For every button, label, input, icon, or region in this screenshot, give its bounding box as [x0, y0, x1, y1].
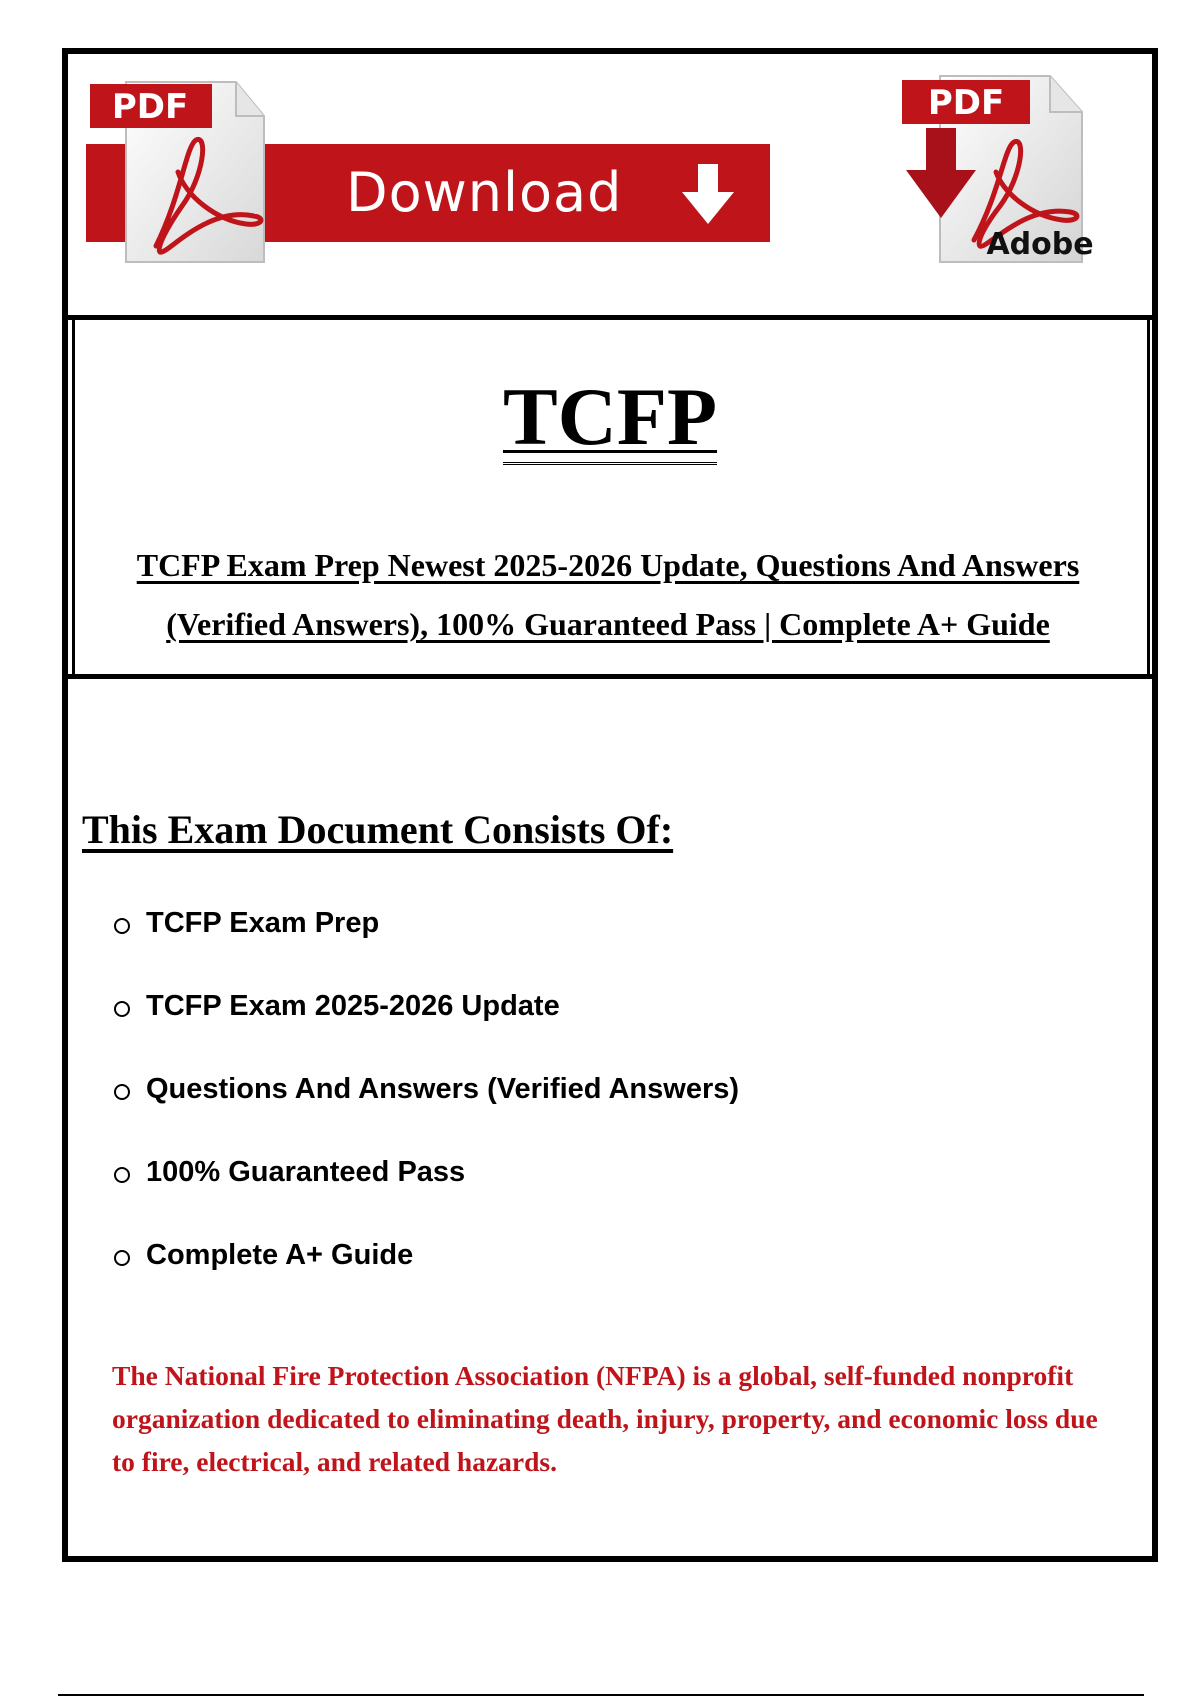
download-label: Download	[346, 161, 623, 224]
footer-divider	[58, 1694, 1144, 1696]
page-subtitle: TCFP Exam Prep Newest 2025-2026 Update, Questions And Answers (Verified Answers), 100% Guaranteed Pass | Complete A+ Guide	[136, 547, 1080, 642]
adobe-pdf-icon	[900, 72, 1100, 272]
pdf-badge-left: PDF	[111, 87, 189, 127]
nfpa-description: The National Fire Protection Association (NFPA) is a global, self-funded nonprofit organization dedicated to eliminating death, injury, property, and economic loss due to fire, electrical, and related hazards.	[112, 1360, 1098, 1477]
contents-heading: This Exam Document Consists Of:	[82, 807, 674, 852]
circle-bullet-icon	[114, 1084, 130, 1100]
pdf-badge-right: PDF	[927, 83, 1005, 123]
circle-bullet-icon	[114, 1001, 130, 1017]
download-arrow-icon	[678, 162, 738, 226]
title-box-divider	[68, 674, 1152, 679]
document-frame: Download PDF PDF Adobe TCFP TCFP Exam Prep Newest 2025-2026 Update, Questions And Answers (Verified Answers), 100% Guaranteed Pass | Complete A+ Guide This Exam Document Consists Of: TCFP Exam Prep TCFP Exam 2025-2026 Update Questions And Answers (Verified Answers) 100% Guaranteed Pass Complete A+ Guide The National Fire Protection Association (NFPA) is a global, self-funded nonprofit organization dedicated to eliminating death, injury, property, and economic loss due to fire, electrical, and related hazards.	[62, 48, 1158, 1562]
circle-bullet-icon	[114, 918, 130, 934]
page-title-text: TCFP	[503, 371, 717, 465]
pdf-file-icon	[86, 76, 276, 266]
adobe-brand-label: Adobe	[986, 227, 1094, 262]
circle-bullet-icon	[114, 1250, 130, 1266]
circle-bullet-icon	[114, 1167, 130, 1183]
page-title	[68, 372, 1152, 462]
download-header	[68, 54, 1152, 320]
